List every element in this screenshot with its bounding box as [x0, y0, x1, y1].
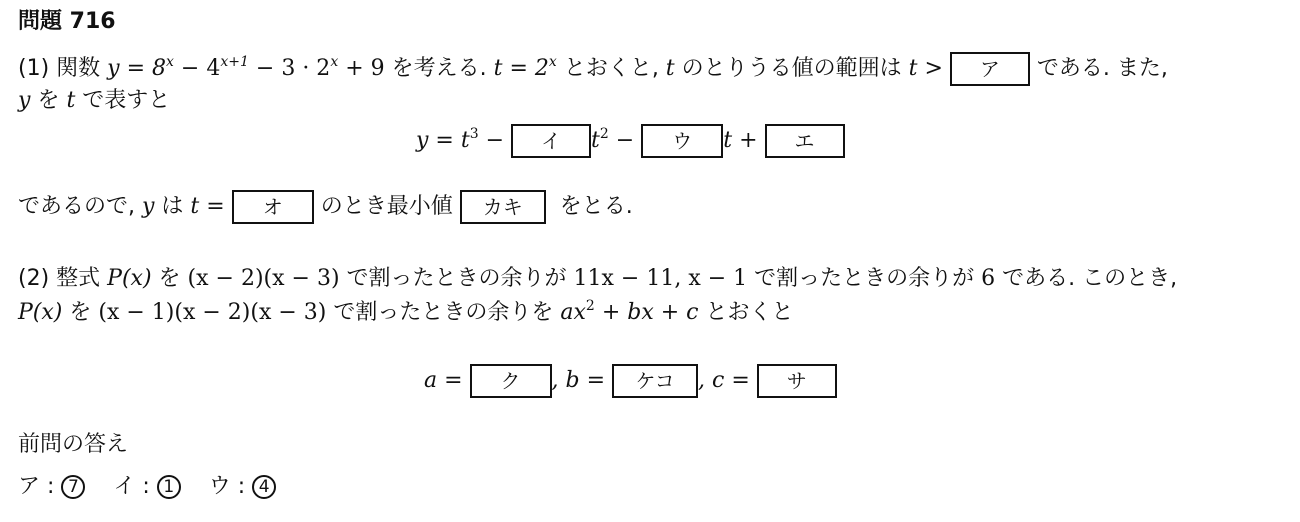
- divisor-1: (x − 2)(x − 3): [180, 266, 347, 291]
- answer-box-a: ア: [950, 52, 1030, 86]
- rem-ax: ax: [553, 300, 586, 325]
- so-text: であるので,: [18, 194, 135, 219]
- remainder-1: 11x − 11, x − 1: [566, 266, 755, 291]
- rem-rest: + bx + c: [594, 300, 706, 325]
- prev-a-label: ア :: [18, 474, 62, 499]
- prev-i-label: イ :: [113, 474, 157, 499]
- answer-box-e: エ: [765, 124, 845, 158]
- part2-line2: [18, 298, 794, 328]
- remainder-text-1: で割ったときの余りが: [346, 266, 567, 291]
- wo-text-3: を: [69, 300, 92, 325]
- part2-then: である. このとき,: [1002, 266, 1178, 291]
- remainder-text-2: で割ったときの余りが: [754, 266, 975, 291]
- prev-u-label: ウ :: [208, 474, 253, 499]
- eq-sup2: 2: [599, 126, 609, 142]
- answer-box-o: オ: [232, 190, 314, 224]
- eq-lhs: y = t: [416, 128, 470, 153]
- problem-title: [18, 6, 116, 37]
- part1-line2: [18, 86, 170, 116]
- wo-text: を: [37, 88, 60, 113]
- answer-box-u: ウ: [641, 124, 723, 158]
- part1-intro: (1) 関数: [18, 56, 101, 81]
- prev-u-value: 4: [252, 475, 276, 499]
- expr-plus9: + 9: [338, 56, 385, 81]
- eq-minus: −: [478, 128, 512, 153]
- t-var-2: t: [59, 88, 83, 113]
- t-var: t: [658, 56, 682, 81]
- wa-text: は: [161, 194, 184, 219]
- b-eq: , b =: [551, 368, 613, 393]
- express-text: で表すと: [82, 88, 171, 113]
- answer-box-sa: サ: [757, 364, 837, 398]
- part2-line1: [18, 264, 1177, 294]
- exp-x-plus-1: x+1: [220, 54, 249, 70]
- Px: P(x): [100, 266, 159, 291]
- prev-a-value: 7: [61, 475, 85, 499]
- answer-box-i: イ: [511, 124, 591, 158]
- part1-consider: を考える.: [391, 56, 487, 81]
- part1-expr-y: y = 8: [107, 56, 167, 81]
- wo-text-2: を: [158, 266, 181, 291]
- min-text: のとき最小値: [320, 194, 453, 219]
- part1-set: とおくと,: [563, 56, 659, 81]
- prev-i-value: 1: [157, 475, 181, 499]
- exp-x-3: x: [548, 54, 557, 70]
- divisor-2: (x − 1)(x − 2)(x − 3): [91, 300, 334, 325]
- a-eq: a =: [424, 368, 470, 393]
- eq-tplus: t +: [723, 128, 765, 153]
- t-eq: t =: [183, 194, 232, 219]
- take-text: をとる.: [559, 194, 633, 219]
- t-gt: t >: [901, 56, 950, 81]
- remainder-text-3: で割ったときの余りを: [333, 300, 554, 325]
- eq-t: t: [591, 128, 600, 153]
- answer-box-keko: ケコ: [612, 364, 698, 398]
- y-var-2: y: [135, 194, 162, 219]
- t-def: t = 2: [486, 56, 549, 81]
- eq-sup3: 3: [469, 126, 479, 142]
- part1-line1: [18, 52, 1168, 86]
- answer-box-ku: ク: [470, 364, 552, 398]
- prev-heading: 前問の答え: [18, 432, 129, 457]
- six: 6: [974, 266, 1003, 291]
- c-eq: , c =: [698, 368, 757, 393]
- part1-also: である. また,: [1036, 56, 1168, 81]
- exp-x: x: [166, 54, 174, 70]
- exp-x-2: x: [330, 54, 339, 70]
- expr-minus4: − 4: [173, 56, 221, 81]
- part1-equation: [416, 124, 845, 158]
- prev-answers: [18, 472, 276, 502]
- rem-sup: 2: [585, 298, 595, 314]
- part1-line4: [18, 190, 633, 224]
- answer-box-kaki: カキ: [460, 190, 546, 224]
- y-var: y: [18, 88, 31, 113]
- expr-minus3: − 3 · 2: [248, 56, 331, 81]
- Px-2: P(x): [18, 300, 70, 325]
- part1-range-text: のとりうる値の範囲は: [681, 56, 902, 81]
- set-text: とおくと: [705, 300, 794, 325]
- eq-minus2: −: [608, 128, 642, 153]
- part2-answers: [424, 364, 837, 398]
- part2-intro: (2) 整式: [18, 266, 101, 291]
- problem-title-text: 問題 716: [18, 9, 116, 34]
